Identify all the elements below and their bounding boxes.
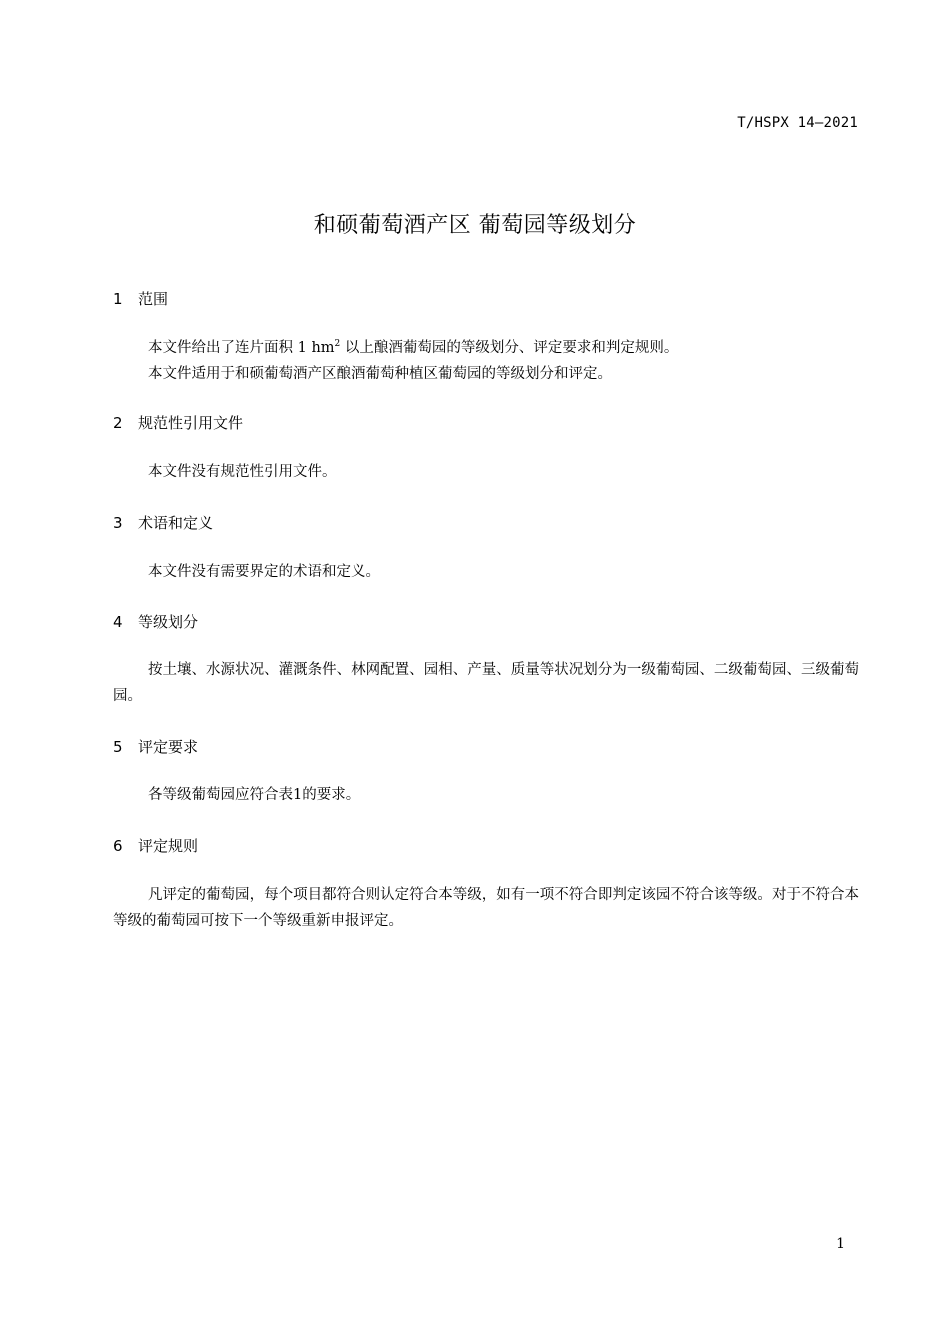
section-5-heading <box>113 736 198 757</box>
section-3-paragraph-1: 本文件没有需要界定的术语和定义。 <box>148 564 380 580</box>
page-number: 1 <box>836 1236 845 1252</box>
document-code: T/HSPX 14—2021 <box>737 115 858 131</box>
section-3-number: 3 <box>113 514 123 532</box>
section-1-paragraph-2: 本文件适用于和硕葡萄酒产区酿酒葡萄种植区葡萄园的等级划分和评定。 <box>148 366 612 382</box>
section-1-paragraph-1 <box>113 335 859 361</box>
section-1-paragraph-1-text: 本文件给出了连片面积 1 hm <box>148 340 335 356</box>
section-2-title: 规范性引用文件 <box>138 414 244 432</box>
section-6-title: 评定规则 <box>138 837 199 855</box>
section-2-number: 2 <box>113 414 123 432</box>
area-unit-superscript: 2 <box>334 339 341 349</box>
section-1-title: 范围 <box>138 290 169 308</box>
section-3-heading <box>113 512 213 533</box>
section-4-number: 4 <box>113 613 123 631</box>
section-2-heading <box>113 412 243 433</box>
section-1-number: 1 <box>113 290 123 308</box>
section-5-number: 5 <box>113 738 123 756</box>
section-1-paragraph-1-text-end: 以上酿酒葡萄园的等级划分、评定要求和判定规则。 <box>340 340 679 356</box>
section-6-paragraph-1: 凡评定的葡萄园，每个项目都符合则认定符合本等级，如有一项不符合即判定该园不符合该等级。对于不符合本等级的葡萄园可按下一个等级重新申报评定。 <box>113 887 859 929</box>
section-5-paragraph-1: 各等级葡萄园应符合表1的要求。 <box>148 787 361 803</box>
section-6-number: 6 <box>113 837 123 855</box>
section-5-title: 评定要求 <box>138 738 199 756</box>
section-4-heading <box>113 611 198 632</box>
section-1-heading <box>113 288 168 309</box>
document-title: 和硕葡萄酒产区 葡萄园等级划分 <box>313 213 637 238</box>
section-3-title: 术语和定义 <box>138 514 214 532</box>
section-2-paragraph-1: 本文件没有规范性引用文件。 <box>148 464 337 480</box>
section-4-paragraph-1: 按土壤、水源状况、灌溉条件、林网配置、园相、产量、质量等状况划分为一级葡萄园、二级葡萄园、三级葡萄园。 <box>113 662 859 704</box>
section-4-title: 等级划分 <box>138 613 199 631</box>
section-6-heading <box>113 835 198 856</box>
